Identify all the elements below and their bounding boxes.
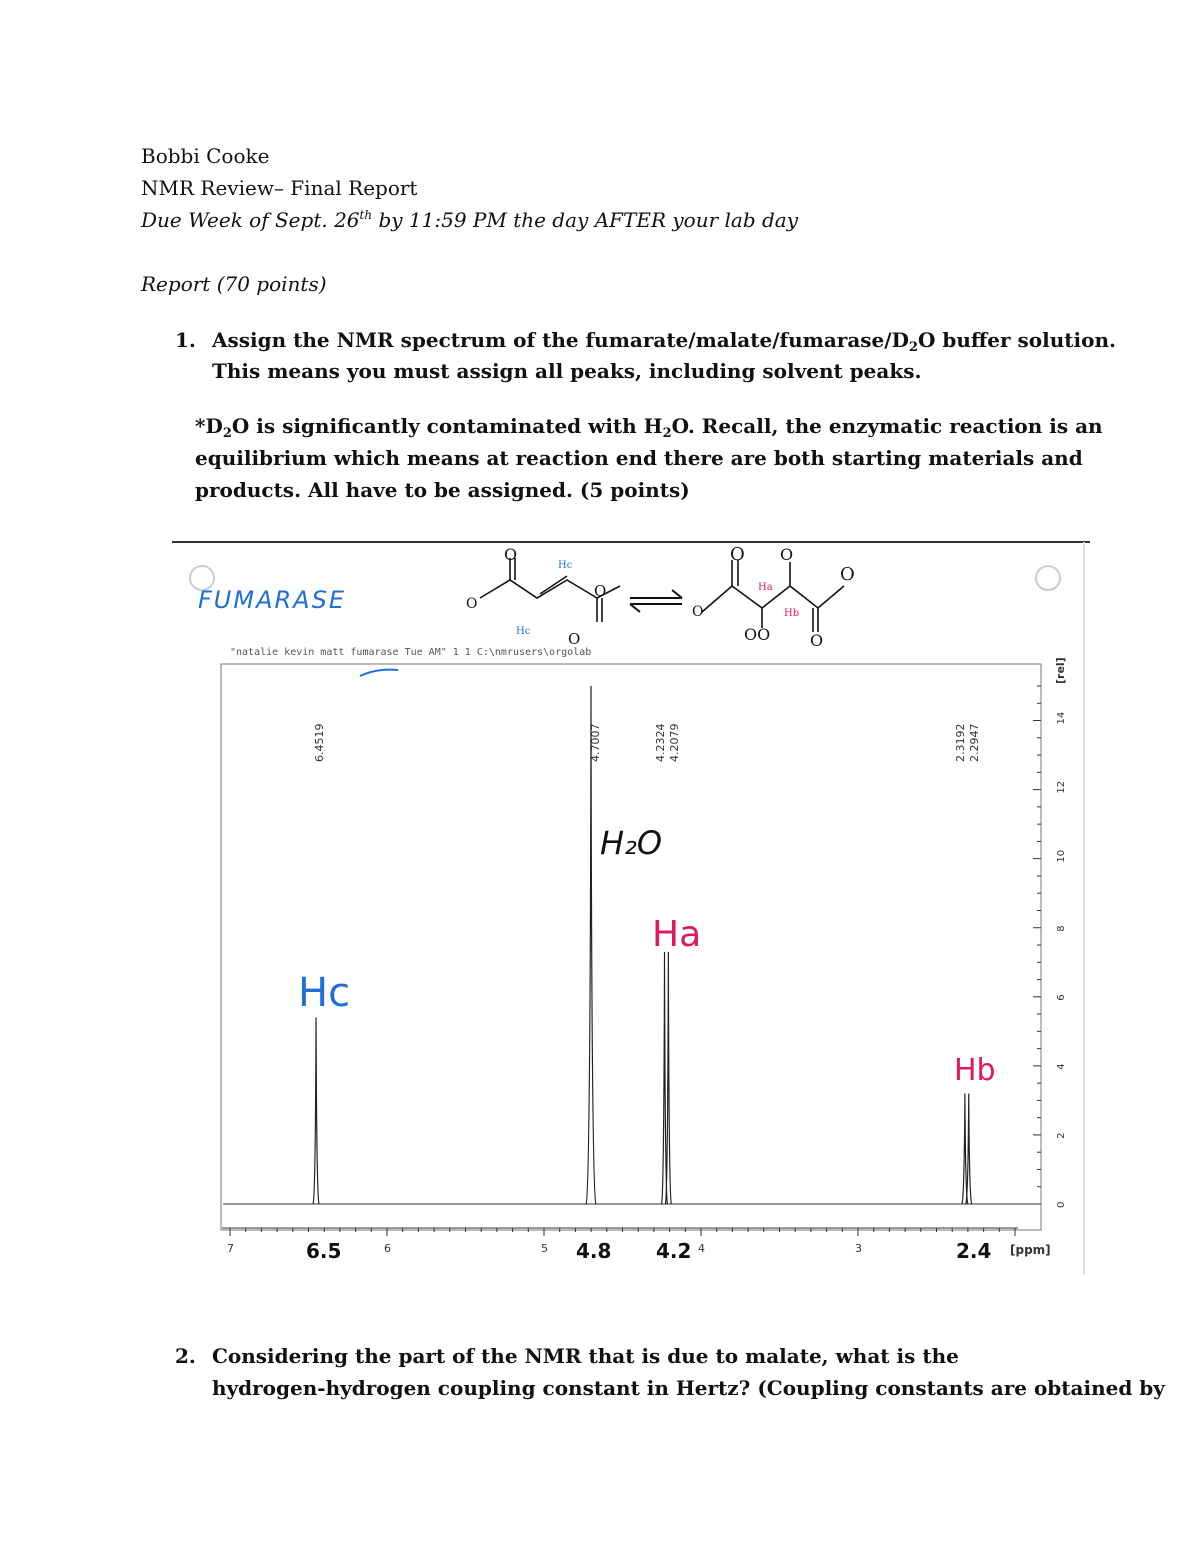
due-date bbox=[141, 208, 798, 232]
note-sub2: 2 bbox=[662, 426, 672, 441]
hand-x-4-2: 4.2 bbox=[656, 1239, 692, 1263]
annotation-h2o: H₂O bbox=[600, 824, 663, 862]
x-tick-label: 7 bbox=[227, 1242, 234, 1255]
y-tick-label: 8 bbox=[1056, 925, 1067, 932]
q2-line1: Considering the part of the NMR that is due to malate, what is the bbox=[212, 1344, 959, 1368]
q1-line1-pre: Assign the NMR spectrum of the fumarate/malate/fumarase/D bbox=[212, 328, 909, 352]
author-name: Bobbi Cooke bbox=[141, 144, 270, 168]
report-heading: Report (70 points) bbox=[141, 272, 327, 296]
due-pre: Due Week of Sept. 26 bbox=[141, 208, 360, 232]
malate-hb: Hb bbox=[784, 608, 800, 619]
x-tick-label: 4 bbox=[698, 1242, 705, 1255]
fumarate-hc-top: Hc bbox=[558, 560, 573, 571]
q1-line2: This means you must assign all peaks, including solvent peaks. bbox=[212, 359, 922, 383]
note-a: *D bbox=[195, 414, 223, 438]
note-c: O. Recall, the enzymatic reaction is an bbox=[671, 414, 1103, 438]
note-sub1: 2 bbox=[222, 426, 232, 441]
q1-line1-post: O buffer solution. bbox=[917, 328, 1116, 352]
y-tick-label: 0 bbox=[1056, 1201, 1067, 1208]
fumarate-o-left: O bbox=[466, 596, 478, 612]
spectrum-header-text: "natalie kevin matt fumarase Tue AM" 1 1 C:\nmrusers\orgolab bbox=[230, 647, 592, 658]
x-axis-unit: [ppm] bbox=[1010, 1243, 1051, 1257]
malate-o-minus: O bbox=[840, 564, 855, 585]
y-tick-label: 4 bbox=[1056, 1063, 1067, 1070]
malate-oo: OO bbox=[744, 625, 771, 644]
y-tick-label: 2 bbox=[1056, 1132, 1067, 1139]
malate-o-top-right: O bbox=[780, 545, 794, 564]
fumarate-o-top: O bbox=[504, 545, 518, 564]
annotation-ha: Ha bbox=[652, 914, 702, 955]
handwritten-title-fumarase: FUMARASE bbox=[198, 586, 346, 614]
y-tick-label: 10 bbox=[1056, 849, 1067, 863]
q1-note-line1 bbox=[195, 414, 1103, 441]
malate-ha: Ha bbox=[758, 582, 773, 593]
fumarate-o-right: O bbox=[594, 582, 607, 600]
q1-line1-sub: 2 bbox=[908, 340, 918, 355]
malate-o-top-left: O bbox=[730, 544, 745, 565]
peak-label-2-2947: 2.2947 bbox=[968, 723, 981, 762]
peak-label-4-2324: 4.2324 bbox=[654, 723, 667, 762]
malate-o-bottom: O bbox=[810, 631, 824, 650]
q1-note-line3: products. All have to be assigned. (5 points) bbox=[195, 478, 690, 502]
annotation-hc: Hc bbox=[298, 970, 351, 1016]
x-tick-label: 5 bbox=[541, 1242, 548, 1255]
hand-x-6-5: 6.5 bbox=[306, 1239, 342, 1263]
q2-line2: hydrogen-hydrogen coupling constant in Hertz? (Coupling constants are obtained by bbox=[212, 1376, 1165, 1400]
report-title: NMR Review– Final Report bbox=[141, 176, 418, 200]
x-tick-label: 3 bbox=[855, 1242, 862, 1255]
hand-x-4-8: 4.8 bbox=[576, 1239, 612, 1263]
fumarate-hc-bottom: Hc bbox=[516, 626, 531, 637]
y-tick-label: 6 bbox=[1056, 994, 1067, 1001]
peak-label-4-7007: 4.7007 bbox=[589, 723, 602, 762]
y-tick-label: 12 bbox=[1056, 780, 1067, 794]
fumarate-o-bottom: O bbox=[568, 630, 581, 648]
peak-label-4-2079: 4.2079 bbox=[668, 723, 681, 762]
peak-label-6-4519: 6.4519 bbox=[313, 723, 326, 762]
due-post: by 11:59 PM the day AFTER your lab day bbox=[372, 208, 799, 232]
note-b: O is significantly contaminated with H bbox=[231, 414, 663, 438]
q1-number: 1. bbox=[175, 328, 196, 352]
peak-label-2-3192: 2.3192 bbox=[954, 723, 967, 762]
x-tick-label: 6 bbox=[384, 1242, 391, 1255]
q1-line1 bbox=[212, 328, 1116, 355]
nmr-spectrum-figure bbox=[172, 536, 1090, 1274]
y-axis-unit: [rel] bbox=[1054, 657, 1067, 684]
hand-x-2-4: 2.4 bbox=[956, 1239, 992, 1263]
q2-number: 2. bbox=[175, 1344, 196, 1368]
due-sup: th bbox=[359, 208, 373, 222]
annotation-hb: Hb bbox=[954, 1053, 996, 1088]
y-tick-label: 14 bbox=[1056, 711, 1067, 725]
q1-note-line2: equilibrium which means at reaction end there are both starting materials and bbox=[195, 446, 1083, 470]
malate-o-left: O bbox=[692, 604, 704, 620]
